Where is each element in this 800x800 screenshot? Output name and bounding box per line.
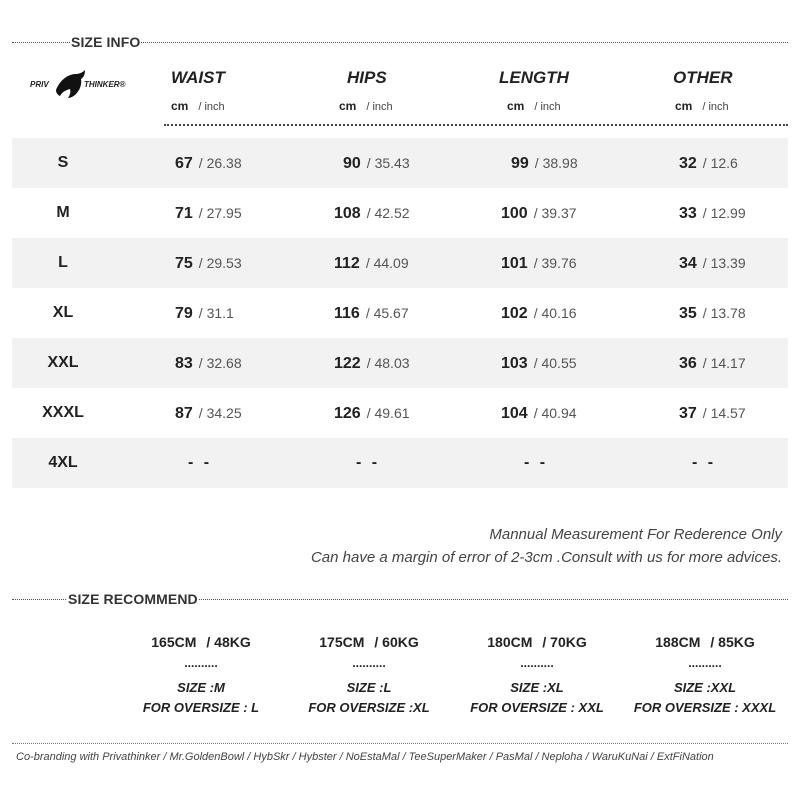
height-weight: 175CM / 60KG	[319, 634, 419, 650]
oversize-recommendation: FOR OVERSIZE : L	[142, 700, 260, 715]
size-label: M	[56, 204, 70, 221]
brand-logo	[30, 66, 130, 102]
length-value: 103 / 40.55	[501, 355, 577, 372]
other-value: 37 / 14.57	[679, 405, 746, 422]
size-info-header	[12, 34, 788, 50]
size-label: S	[57, 154, 69, 171]
waist-value: 71 / 27.95	[175, 205, 242, 222]
other-value: 33 / 12.99	[679, 205, 746, 222]
panther-icon	[54, 68, 88, 100]
size-label: XL	[52, 304, 74, 321]
table-row	[12, 188, 788, 238]
other-value: 32 / 12.6	[679, 155, 738, 172]
recommend-item	[116, 634, 286, 715]
recommend-item	[284, 634, 454, 715]
table-row	[12, 388, 788, 438]
recommend-item	[620, 634, 790, 715]
hips-value: - -	[356, 454, 381, 471]
table-row	[12, 238, 788, 288]
size-label: 4XL	[48, 454, 78, 471]
recommended-size: SIZE :XL	[510, 680, 564, 695]
dotted-separator: ..........	[688, 656, 722, 670]
table-row	[12, 438, 788, 488]
hips-value: 116 / 45.67	[334, 305, 409, 322]
oversize-recommendation: FOR OVERSIZE :XL	[308, 700, 430, 715]
waist-value: 79 / 31.1	[175, 305, 234, 322]
unit-label-length: cm / inch	[507, 99, 561, 113]
dotted-separator: ..........	[352, 656, 386, 670]
other-value: - -	[692, 454, 717, 471]
recommended-size: SIZE :M	[177, 680, 225, 695]
logo-text-left: PRIV	[30, 80, 49, 89]
size-label: XXL	[47, 354, 79, 371]
size-recommend-title: SIZE RECOMMEND	[68, 591, 198, 607]
unit-label-waist: cm / inch	[171, 99, 225, 113]
recommended-size: SIZE :L	[346, 680, 392, 695]
other-value: 34 / 13.39	[679, 255, 746, 272]
size-info-title: SIZE INFO	[71, 34, 141, 50]
cobranding-text: Co-branding with Privathinker / Mr.GoldenBowl / HybSkr / Hybster / NoEstaMal / TeeSuperMaker / PasMal / Neploha / WaruKuNai / ExtFiNation	[16, 751, 714, 763]
recommended-size: SIZE :XXL	[673, 680, 737, 695]
column-title-other: OTHER	[673, 68, 733, 87]
length-value: 104 / 40.94	[501, 405, 577, 422]
footer-divider	[12, 743, 788, 744]
length-value: 100 / 39.37	[501, 205, 577, 222]
height-weight: 188CM / 85KG	[655, 634, 755, 650]
length-value: 101 / 39.76	[501, 255, 577, 272]
length-value: - -	[524, 454, 549, 471]
length-value: 102 / 40.16	[501, 305, 577, 322]
size-label: XXXL	[42, 404, 84, 421]
length-value: 99 / 38.98	[511, 155, 578, 172]
header-divider	[164, 124, 788, 126]
size-recommend-header	[12, 591, 788, 607]
waist-value: - -	[188, 454, 213, 471]
column-title-hips: HIPS	[347, 68, 387, 87]
hips-value: 126 / 49.61	[334, 405, 410, 422]
hips-value: 122 / 48.03	[334, 355, 410, 372]
waist-value: 87 / 34.25	[175, 405, 242, 422]
other-value: 36 / 14.17	[679, 355, 746, 372]
dotted-separator: ..........	[520, 656, 554, 670]
hips-value: 90 / 35.43	[343, 155, 410, 172]
dotted-separator: ..........	[184, 656, 218, 670]
column-title-length: LENGTH	[499, 68, 569, 87]
error-margin-note: Can have a margin of error of 2-3cm .Consult with us for more advices.	[310, 549, 782, 566]
waist-value: 75 / 29.53	[175, 255, 242, 272]
other-value: 35 / 13.78	[679, 305, 746, 322]
height-weight: 180CM / 70KG	[487, 634, 587, 650]
column-title-waist: WAIST	[171, 68, 225, 87]
table-row	[12, 138, 788, 188]
hips-value: 112 / 44.09	[334, 255, 409, 272]
table-row	[12, 288, 788, 338]
waist-value: 83 / 32.68	[175, 355, 242, 372]
height-weight: 165CM / 48KG	[151, 634, 251, 650]
oversize-recommendation: FOR OVERSIZE : XXL	[470, 700, 604, 715]
recommend-item	[452, 634, 622, 715]
measurement-note: Mannual Measurement For Rederence Only	[489, 526, 782, 543]
table-row	[12, 338, 788, 388]
oversize-recommendation: FOR OVERSIZE : XXXL	[633, 700, 777, 715]
unit-label-hips: cm / inch	[339, 99, 393, 113]
waist-value: 67 / 26.38	[175, 155, 242, 172]
hips-value: 108 / 42.52	[334, 205, 410, 222]
logo-text-right: THINKER®	[84, 80, 126, 89]
unit-label-other: cm / inch	[675, 99, 729, 113]
size-label: L	[58, 254, 68, 271]
